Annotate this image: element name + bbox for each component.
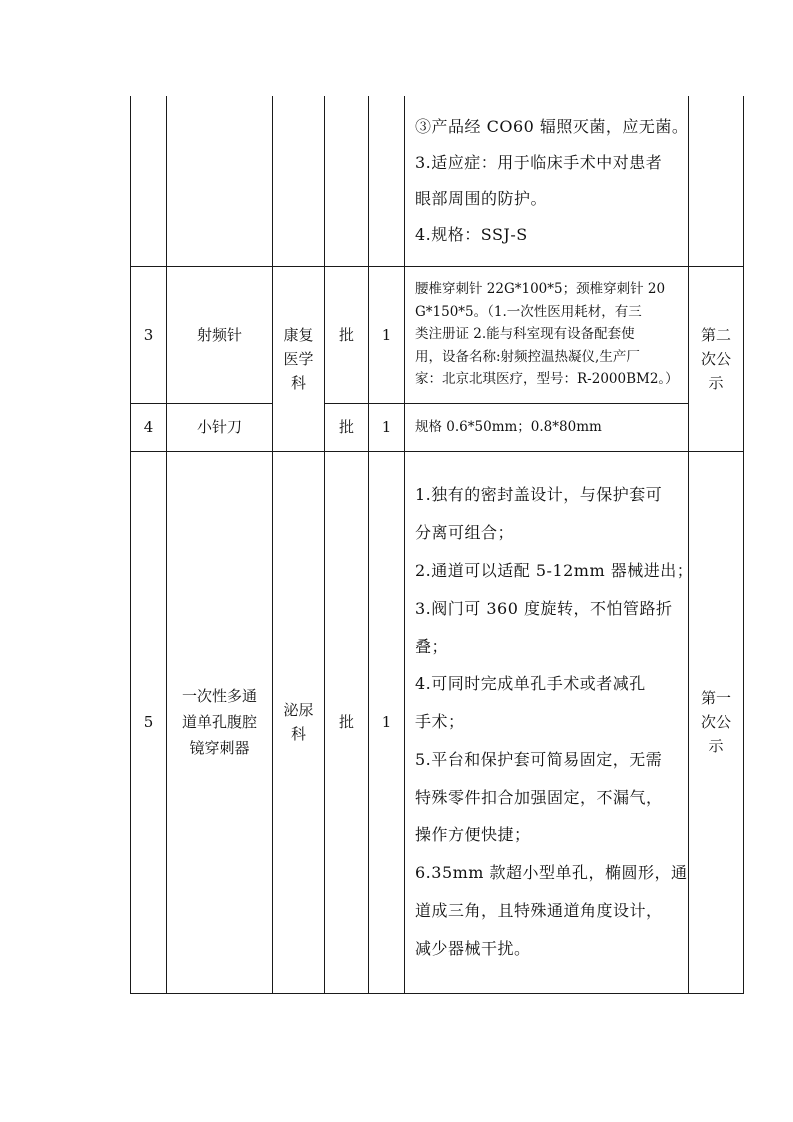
table-row: [131, 266, 744, 403]
cell-name: 射频针: [167, 266, 273, 403]
desc-line: ③产品经 CO60 辐照灭菌，应无菌。: [415, 116, 689, 136]
desc-line: 3.阀门可 360 度旋转，不怕管路折: [415, 598, 673, 618]
desc-line: 规格 0.6*50mm；0.8*80mm: [415, 418, 602, 435]
cell-name: [167, 96, 273, 266]
cell-qty: 1: [369, 266, 405, 403]
cell-dept: [273, 266, 325, 451]
cell-name: [167, 451, 273, 993]
desc-line: 家：北京北琪医疗，型号：R-2000BM2。）: [415, 371, 679, 388]
cell-description: [405, 403, 689, 451]
desc-line: 3.适应症：用于临床手术中对患者: [415, 152, 663, 172]
procurement-table: [130, 96, 744, 994]
desc-line: 4.可同时完成单孔手术或者减孔: [415, 674, 646, 694]
desc-line: 2.通道可以适配 5-12mm 器械进出；: [415, 560, 694, 580]
desc-line: 腰椎穿刺针 22G*100*5；颈椎穿刺针 20: [415, 281, 666, 298]
name-text: 一次性多通道单孔腹腔镜穿刺器: [181, 687, 257, 757]
table-row: [131, 96, 744, 266]
dept-text: 泌尿科: [283, 701, 314, 743]
cell-name: 小针刀: [167, 403, 273, 451]
cell-no: 5: [131, 451, 167, 993]
desc-line: 类注册证 2.能与科室现有设备配套使: [415, 326, 635, 343]
desc-line: 4.规格：SSJ-S: [415, 224, 528, 244]
cell-notice: [689, 266, 744, 451]
desc-line: 6.35mm 款超小型单孔，椭圆形，通: [415, 863, 688, 883]
desc-line: 减少器械干扰。: [415, 938, 531, 958]
desc-line: 1.独有的密封盖设计，与保护套可: [415, 485, 663, 505]
desc-line: 操作方便快捷；: [415, 825, 531, 845]
cell-no: 3: [131, 266, 167, 403]
cell-qty: [369, 96, 405, 266]
cell-no: [131, 96, 167, 266]
cell-notice: [689, 96, 744, 266]
desc-line: 特殊零件扣合加强固定，不漏气，: [415, 787, 663, 807]
notice-text: 第一次公示: [700, 689, 731, 755]
cell-description: [405, 96, 689, 266]
cell-unit: 批: [325, 266, 369, 403]
notice-text: 第二次公示: [700, 325, 731, 392]
desc-line: 用，设备名称:射频控温热凝仪,生产厂: [415, 348, 640, 365]
desc-line: 手术；: [415, 712, 465, 732]
cell-qty: 1: [369, 403, 405, 451]
dept-text: 康复医学科: [283, 325, 314, 392]
cell-dept: [273, 96, 325, 266]
desc-line: 分离可组合；: [415, 523, 515, 543]
cell-qty: 1: [369, 451, 405, 993]
desc-line: G*150*5。（1.一次性医用耗材，有三: [415, 303, 642, 320]
desc-line: 道成三角，且特殊通道角度设计，: [415, 901, 663, 921]
desc-line: 眼部周围的防护。: [415, 188, 548, 208]
cell-unit: 批: [325, 451, 369, 993]
table-row: [131, 403, 744, 451]
cell-unit: 批: [325, 403, 369, 451]
desc-line: 叠；: [415, 636, 449, 656]
cell-no: 4: [131, 403, 167, 451]
cell-notice: [689, 451, 744, 993]
cell-description: [405, 266, 689, 403]
cell-description: [405, 451, 694, 993]
cell-unit: [325, 96, 369, 266]
cell-dept: [273, 451, 325, 993]
desc-line: 5.平台和保护套可简易固定，无需: [415, 749, 663, 769]
table-row: [131, 451, 744, 993]
